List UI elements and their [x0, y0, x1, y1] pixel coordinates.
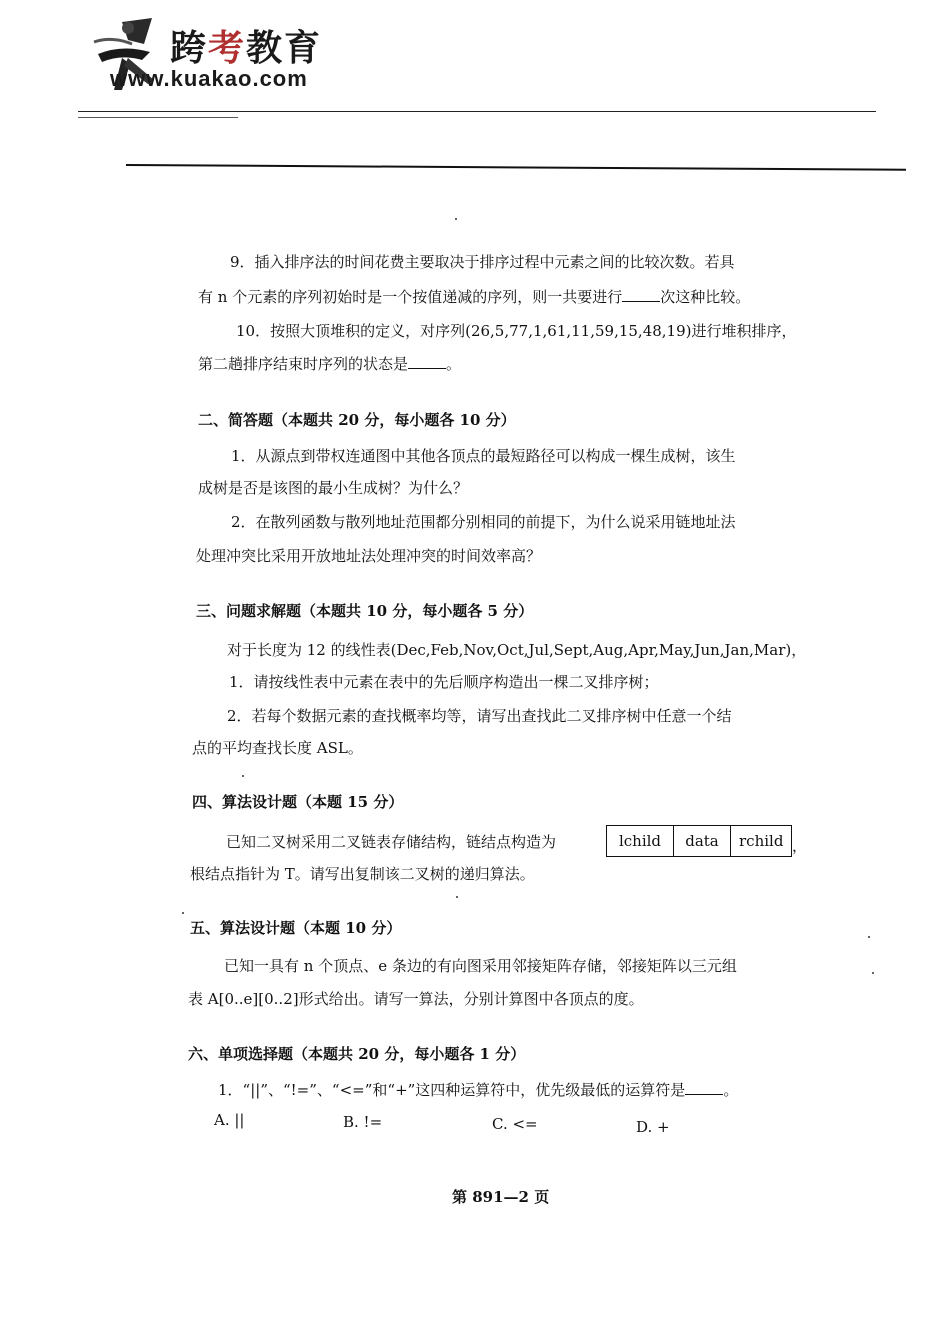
node-structure-table	[606, 825, 792, 857]
section3-q1: 1．请按线性表中元素在表中的先后顺序构造出一棵二叉排序树；	[229, 673, 659, 691]
q9-line1: 9．插入排序法的时间花费主要取决于排序过程中元素之间的比较次数。若具	[230, 253, 735, 271]
page-number: 第 891—2 页	[452, 1188, 550, 1206]
section2-q2-line2: 处理冲突比采用开放地址法处理冲突的时间效率高？	[196, 547, 542, 565]
section5-heading: 五、算法设计题（本题 10 分）	[190, 919, 402, 937]
q9-text-a: 有 n 个元素的序列初始时是一个按值递减的序列，则一共要进行	[198, 288, 623, 306]
section2-q2-line1: 2．在散列函数与散列地址范围都分别相同的前提下，为什么说采用链地址法	[231, 513, 736, 531]
section6-q1-answer-blank	[685, 1080, 723, 1095]
scan-speck	[872, 972, 874, 974]
option-d: D. +	[636, 1118, 670, 1136]
q9-line2	[198, 287, 750, 307]
header-rule-short	[78, 117, 238, 118]
option-b: B. !=	[343, 1113, 383, 1131]
q10-answer-blank	[408, 354, 446, 369]
q10-text-a: 第二趟排序结束时序列的状态是	[198, 355, 409, 373]
section4-comma: ，	[792, 837, 808, 855]
section2-q1-line2: 成树是否是该图的最小生成树？为什么？	[198, 479, 469, 497]
scan-speck	[868, 936, 870, 938]
option-c: C. <=	[492, 1115, 538, 1133]
section3-q2-line1: 2．若每个数据元素的查找概率均等，请写出查找此二叉排序树中任意一个结	[227, 707, 732, 725]
section4-line2: 根结点指针为 T。请写出复制该二叉树的递归算法。	[190, 865, 535, 883]
q10-text-b: 。	[446, 355, 462, 373]
q9-text-b: 次这种比较。	[660, 288, 751, 306]
scan-speck	[455, 218, 457, 220]
section4-line1: 已知二叉树采用二叉链表存储结构，链结点构造为	[226, 833, 557, 851]
node-field-data: data	[674, 826, 731, 857]
q9-answer-blank	[622, 287, 660, 302]
q10-line1: 10．按照大顶堆积的定义，对序列(26,5,77,1,61,11,59,15,48,19)进行堆积排序，	[236, 322, 797, 340]
q10-line2	[198, 354, 461, 374]
section3-heading: 三、问题求解题（本题共 10 分，每小题各 5 分）	[196, 602, 534, 620]
section5-line2: 表 A[0..e][0..2]形式给出。请写一算法，分别计算图中各顶点的度。	[188, 990, 644, 1008]
section6-q1-text-b: 。	[723, 1081, 739, 1099]
scan-speck	[242, 775, 244, 777]
section3-q2-line2: 点的平均查找长度 ASL。	[192, 739, 363, 757]
section6-q1	[218, 1080, 738, 1100]
section6-heading: 六、单项选择题（本题共 20 分，每小题各 1 分）	[188, 1045, 526, 1063]
scan-speck	[456, 896, 458, 898]
section2-heading: 二、简答题（本题共 20 分，每小题各 10 分）	[198, 411, 516, 429]
page-top-rule	[126, 164, 906, 171]
node-field-rchild: rchild	[731, 826, 792, 857]
header-rule	[78, 111, 876, 112]
scan-speck	[182, 912, 184, 914]
section6-q1-text-a: 1．“||”、“!=”、“<=”和“+”这四种运算符中，优先级最低的运算符是	[218, 1081, 686, 1099]
section5-line1: 已知一具有 n 个顶点、e 条边的有向图采用邻接矩阵存储，邻接矩阵以三元组	[224, 957, 737, 975]
logo-chinese-name: 跨考教育	[170, 27, 323, 69]
logo-url: www.kuakao.com	[110, 66, 308, 91]
node-field-lchild: lchild	[607, 826, 674, 857]
option-a: A. ||	[214, 1111, 245, 1129]
kuakao-logo	[92, 14, 382, 104]
section3-intro: 对于长度为 12 的线性表(Dec,Feb,Nov,Oct,Jul,Sept,Aug,Apr,May,Jun,Jan,Mar)，	[227, 641, 807, 659]
section4-heading: 四、算法设计题（本题 15 分）	[192, 793, 404, 811]
section2-q1-line1: 1．从源点到带权连通图中其他各顶点的最短路径可以构成一棵生成树，该生	[231, 447, 736, 465]
